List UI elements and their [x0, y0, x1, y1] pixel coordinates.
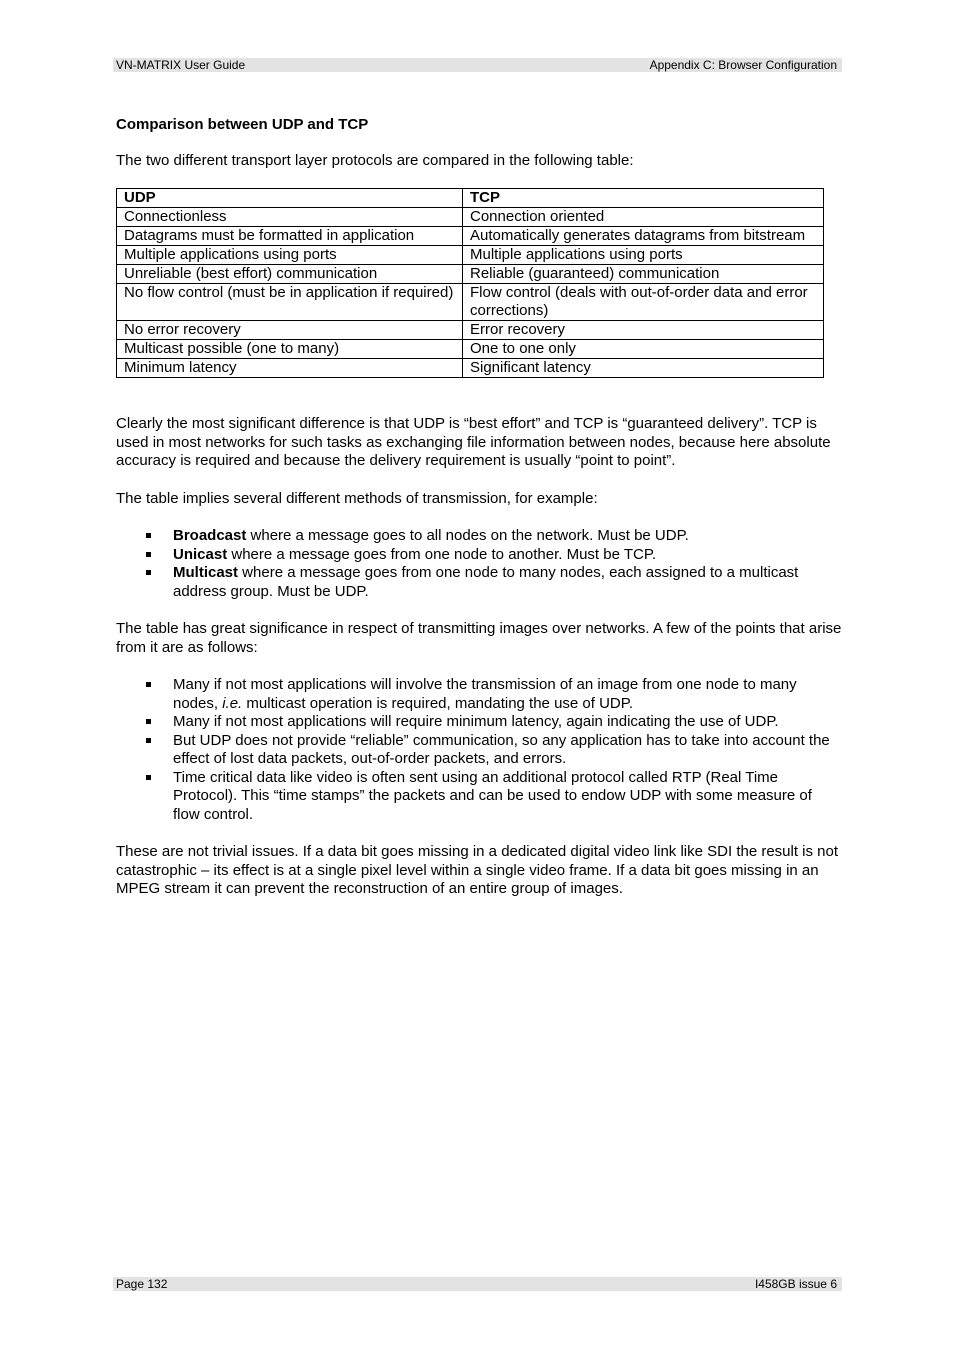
page-number: Page 132: [116, 1277, 168, 1291]
square-bullet-icon: [146, 570, 151, 575]
point-text: multicast operation is required, mandating the use of UDP.: [242, 694, 634, 712]
tcp-cell: Reliable (guaranteed) communication: [463, 265, 824, 284]
method-term: Multicast: [173, 564, 239, 581]
list-item: [116, 564, 842, 601]
page-content: [116, 116, 842, 899]
square-bullet-icon: [146, 682, 151, 687]
table-row: [117, 208, 824, 227]
tcp-cell: Significant latency: [463, 359, 824, 378]
square-bullet-icon: [146, 719, 151, 724]
udp-cell: Multiple applications using ports: [117, 246, 463, 265]
udp-cell: No flow control (must be in application if required): [117, 284, 463, 321]
table-row: [117, 359, 824, 378]
udp-cell: Minimum latency: [117, 359, 463, 378]
tcp-cell: Connection oriented: [463, 208, 824, 227]
point-text: Time critical data like video is often sent using an additional protocol called RTP (Real Time Protocol). This “time stamps” the packets and can be used to endow UDP with some measure of flow control.: [173, 768, 812, 823]
tcp-cell: Flow control (deals with out-of-order data and error corrections): [463, 284, 824, 321]
point-text: Many if not most applications will involve the transmission of an image from one node to many nodes,: [173, 676, 797, 712]
udp-cell: No error recovery: [117, 321, 463, 340]
table-row: [117, 265, 824, 284]
udp-cell: Unreliable (best effort) communication: [117, 265, 463, 284]
list-item: [116, 769, 842, 825]
method-term: Unicast: [173, 545, 228, 563]
square-bullet-icon: [146, 775, 151, 780]
table-row: [117, 340, 824, 359]
table-row: [117, 246, 824, 265]
method-description: where a message goes to all nodes on the network. Must be UDP.: [246, 527, 689, 544]
point-text: Many if not most applications will require minimum latency, again indicating the use of UDP.: [173, 713, 779, 730]
list-item: [116, 713, 842, 732]
table-header-row: [117, 189, 824, 208]
table-row: [117, 284, 824, 321]
comparison-table: [116, 188, 824, 378]
paragraph-difference: Clearly the most significant difference is that UDP is “best effort” and TCP is “guaranteed delivery”. TCP is used in most networks for such tasks as exchanging file information between nodes, because here absolute accuracy is required and because the delivery requirement is usually “point to point”.: [116, 415, 831, 469]
page-header: [113, 58, 842, 72]
paragraph-issues: These are not trivial issues. If a data bit goes missing in a dedicated digital video link like SDI the result is not catastrophic – its effect is at a single pixel level within a single video frame. If a data bit goes missing in an MPEG stream it can prevent the reconstruction of an entire group of images.: [116, 843, 839, 897]
point-text: But UDP does not provide “reliable” communication, so any application has to take into account the effect of lost data packets, out-of-order packets, and errors.: [173, 731, 830, 767]
method-description: where a message goes from one node to another. Must be TCP.: [227, 545, 657, 563]
paragraph-significance: The table has great significance in respect of transmitting images over networks. A few of the points that arise from it are as follows:: [116, 620, 842, 656]
tcp-cell: Error recovery: [463, 321, 824, 340]
list-item: [116, 676, 842, 713]
document-issue: I458GB issue 6: [754, 1277, 837, 1291]
tcp-cell: One to one only: [463, 340, 824, 359]
table-intro: The two different transport layer protocols are compared in the following table:: [116, 151, 634, 169]
table-row: [117, 321, 824, 340]
page-footer: [113, 1277, 842, 1291]
points-list: [116, 676, 842, 824]
tcp-cell: Multiple applications using ports: [463, 246, 824, 265]
table-row: [117, 227, 824, 246]
method-term: Broadcast: [173, 527, 247, 544]
tcp-cell: Automatically generates datagrams from bitstream: [463, 227, 824, 246]
paragraph-methods-intro: The table implies several different methods of transmission, for example:: [116, 489, 598, 507]
udp-cell: Datagrams must be formatted in application: [117, 227, 463, 246]
square-bullet-icon: [146, 738, 151, 743]
list-item: [116, 732, 842, 769]
list-item: [116, 527, 842, 546]
section-heading: Comparison between UDP and TCP: [116, 116, 369, 133]
udp-cell: Connectionless: [117, 208, 463, 227]
column-header-tcp: TCP: [463, 189, 824, 208]
header-section-title: Appendix C: Browser Configuration: [649, 58, 837, 72]
header-doc-title: VN-MATRIX User Guide: [116, 58, 246, 72]
list-item: [116, 546, 842, 565]
method-description: where a message goes from one node to many nodes, each assigned to a multicast address group. Must be UDP.: [173, 564, 799, 600]
udp-cell: Multicast possible (one to many): [117, 340, 463, 359]
square-bullet-icon: [146, 552, 151, 557]
square-bullet-icon: [146, 533, 151, 538]
column-header-udp: UDP: [117, 189, 463, 208]
methods-list: [116, 527, 842, 601]
point-abbreviation: i.e.: [222, 694, 243, 712]
